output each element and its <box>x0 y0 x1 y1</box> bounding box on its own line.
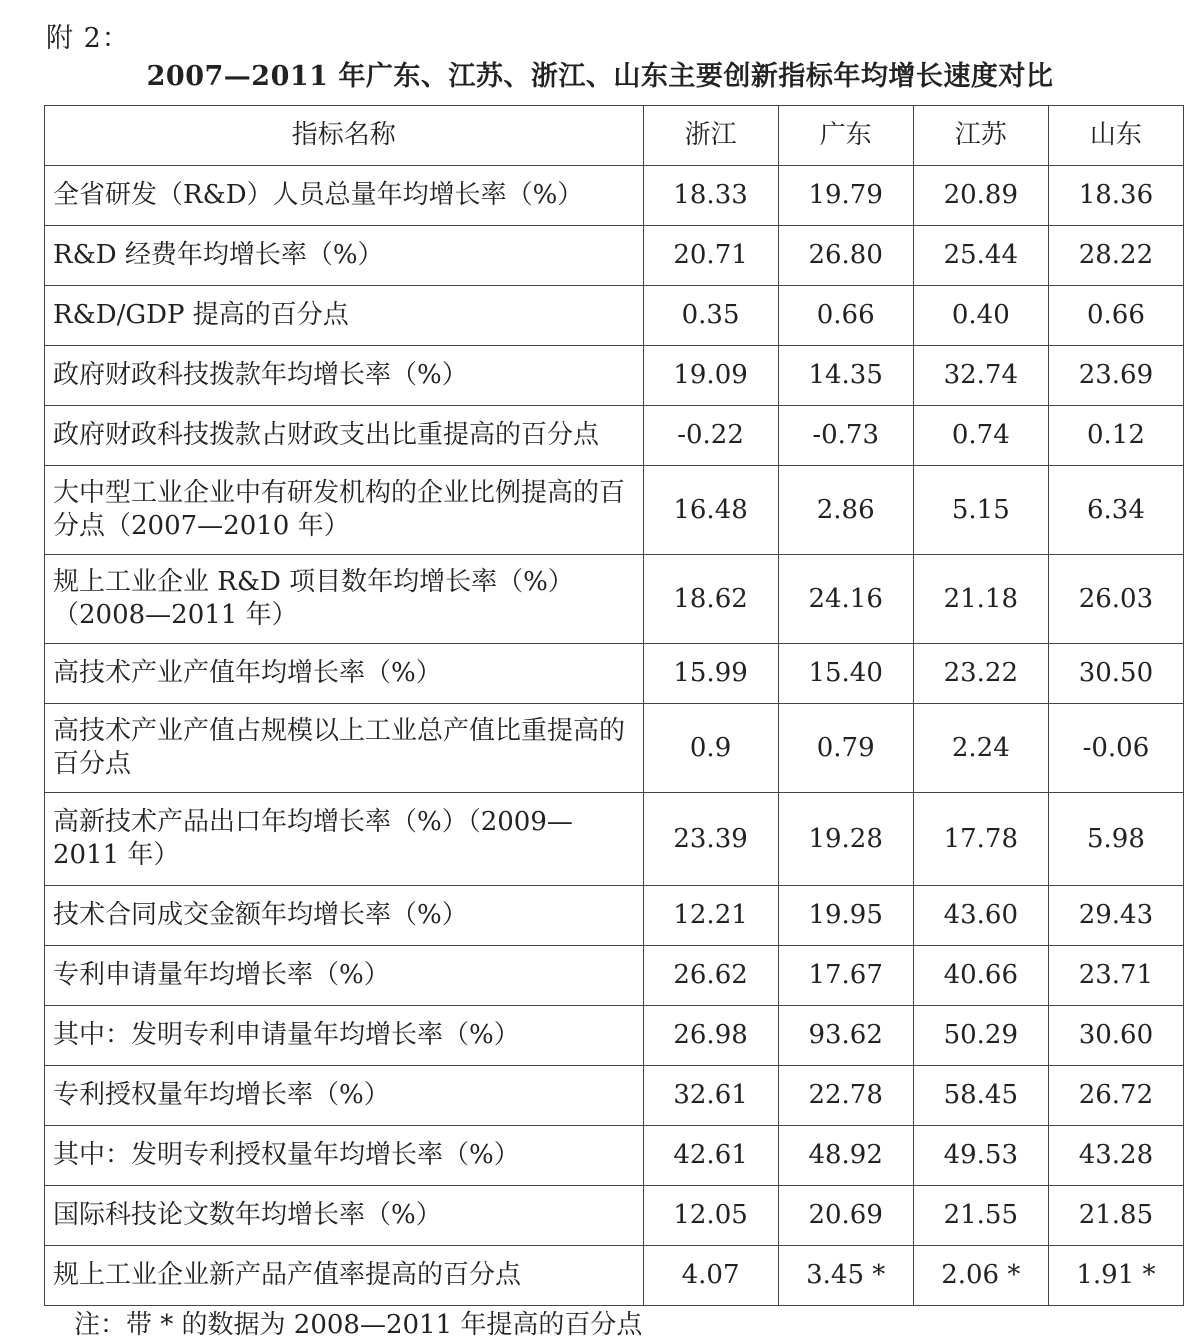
value-zhejiang: 42.61 <box>643 1126 778 1186</box>
indicator-name: 技术合同成交金额年均增长率（%） <box>45 886 644 946</box>
value-jiangsu: 0.74 <box>913 406 1048 466</box>
table-row <box>45 946 1184 1006</box>
table-row <box>45 793 1184 886</box>
table-row <box>45 286 1184 346</box>
indicator-name: 政府财政科技拨款年均增长率（%） <box>45 346 644 406</box>
value-jiangsu: 0.40 <box>913 286 1048 346</box>
value-jiangsu: 40.66 <box>913 946 1048 1006</box>
value-shandong: 30.50 <box>1048 644 1183 704</box>
table-row <box>45 166 1184 226</box>
value-jiangsu: 20.89 <box>913 166 1048 226</box>
header-shandong: 山东 <box>1048 106 1183 166</box>
value-shandong: 1.91 * <box>1048 1246 1183 1306</box>
value-shandong: 30.60 <box>1048 1006 1183 1066</box>
value-jiangsu: 25.44 <box>913 226 1048 286</box>
indicator-name: 国际科技论文数年均增长率（%） <box>45 1186 644 1246</box>
value-jiangsu: 58.45 <box>913 1066 1048 1126</box>
value-zhejiang: 4.07 <box>643 1246 778 1306</box>
value-zhejiang: -0.22 <box>643 406 778 466</box>
table-title: 2007—2011 年广东、江苏、浙江、山东主要创新指标年均增长速度对比 <box>146 61 1054 92</box>
indicator-name: 规上工业企业新产品产值率提高的百分点 <box>45 1246 644 1306</box>
indicator-name: 全省研发（R&D）人员总量年均增长率（%） <box>45 166 644 226</box>
table-row <box>45 644 1184 704</box>
value-guangdong: -0.73 <box>778 406 913 466</box>
value-jiangsu: 21.18 <box>913 555 1048 644</box>
table-row <box>45 555 1184 644</box>
value-jiangsu: 21.55 <box>913 1186 1048 1246</box>
value-zhejiang: 12.05 <box>643 1186 778 1246</box>
value-guangdong: 26.80 <box>778 226 913 286</box>
indicator-name: 政府财政科技拨款占财政支出比重提高的百分点 <box>45 406 644 466</box>
table-header-row <box>45 106 1184 166</box>
table-row <box>45 1006 1184 1066</box>
table-row <box>45 1246 1184 1306</box>
value-jiangsu: 2.24 <box>913 704 1048 793</box>
table-row <box>45 346 1184 406</box>
value-shandong: 23.69 <box>1048 346 1183 406</box>
value-shandong: 26.03 <box>1048 555 1183 644</box>
value-guangdong: 2.86 <box>778 466 913 555</box>
value-shandong: 26.72 <box>1048 1066 1183 1126</box>
value-jiangsu: 50.29 <box>913 1006 1048 1066</box>
table-row <box>45 226 1184 286</box>
indicator-name: 高技术产业产值占规模以上工业总产值比重提高的百分点 <box>45 704 644 793</box>
value-guangdong: 0.79 <box>778 704 913 793</box>
value-zhejiang: 15.99 <box>643 644 778 704</box>
comparison-table <box>44 105 1184 1306</box>
value-guangdong: 24.16 <box>778 555 913 644</box>
value-jiangsu: 43.60 <box>913 886 1048 946</box>
value-guangdong: 22.78 <box>778 1066 913 1126</box>
value-zhejiang: 23.39 <box>643 793 778 886</box>
value-jiangsu: 32.74 <box>913 346 1048 406</box>
indicator-name: 高技术产业产值年均增长率（%） <box>45 644 644 704</box>
value-jiangsu: 5.15 <box>913 466 1048 555</box>
value-zhejiang: 19.09 <box>643 346 778 406</box>
value-shandong: 18.36 <box>1048 166 1183 226</box>
value-shandong: 5.98 <box>1048 793 1183 886</box>
appendix-label: 附 2： <box>46 23 130 54</box>
value-zhejiang: 32.61 <box>643 1066 778 1126</box>
value-guangdong: 19.28 <box>778 793 913 886</box>
header-jiangsu: 江苏 <box>913 106 1048 166</box>
indicator-name: R&D/GDP 提高的百分点 <box>45 286 644 346</box>
indicator-name: R&D 经费年均增长率（%） <box>45 226 644 286</box>
value-zhejiang: 0.35 <box>643 286 778 346</box>
value-shandong: 0.66 <box>1048 286 1183 346</box>
value-shandong: 29.43 <box>1048 886 1183 946</box>
indicator-name: 高新技术产品出口年均增长率（%）（2009—2011 年） <box>45 793 644 886</box>
value-zhejiang: 26.62 <box>643 946 778 1006</box>
value-guangdong: 93.62 <box>778 1006 913 1066</box>
header-indicator-name: 指标名称 <box>45 106 644 166</box>
indicator-name: 大中型工业企业中有研发机构的企业比例提高的百分点（2007—2010 年） <box>45 466 644 555</box>
value-jiangsu: 23.22 <box>913 644 1048 704</box>
value-guangdong: 19.95 <box>778 886 913 946</box>
table-row <box>45 1066 1184 1126</box>
value-guangdong: 15.40 <box>778 644 913 704</box>
value-zhejiang: 0.9 <box>643 704 778 793</box>
value-guangdong: 48.92 <box>778 1126 913 1186</box>
value-guangdong: 19.79 <box>778 166 913 226</box>
value-shandong: 0.12 <box>1048 406 1183 466</box>
value-zhejiang: 20.71 <box>643 226 778 286</box>
table-row <box>45 1186 1184 1246</box>
footnote: 注：带 * 的数据为 2008—2011 年提高的百分点 <box>74 1310 643 1340</box>
value-shandong: 21.85 <box>1048 1186 1183 1246</box>
indicator-name: 其中：发明专利申请量年均增长率（%） <box>45 1006 644 1066</box>
value-guangdong: 17.67 <box>778 946 913 1006</box>
value-guangdong: 3.45 * <box>778 1246 913 1306</box>
value-jiangsu: 2.06 * <box>913 1246 1048 1306</box>
indicator-name: 其中：发明专利授权量年均增长率（%） <box>45 1126 644 1186</box>
table-row <box>45 886 1184 946</box>
table-row <box>45 466 1184 555</box>
table-row <box>45 1126 1184 1186</box>
value-guangdong: 14.35 <box>778 346 913 406</box>
value-zhejiang: 16.48 <box>643 466 778 555</box>
table-row <box>45 704 1184 793</box>
value-zhejiang: 26.98 <box>643 1006 778 1066</box>
value-guangdong: 0.66 <box>778 286 913 346</box>
value-guangdong: 20.69 <box>778 1186 913 1246</box>
value-jiangsu: 17.78 <box>913 793 1048 886</box>
value-shandong: 43.28 <box>1048 1126 1183 1186</box>
value-shandong: -0.06 <box>1048 704 1183 793</box>
value-shandong: 23.71 <box>1048 946 1183 1006</box>
value-zhejiang: 18.62 <box>643 555 778 644</box>
table-row <box>45 406 1184 466</box>
indicator-name: 专利申请量年均增长率（%） <box>45 946 644 1006</box>
value-shandong: 28.22 <box>1048 226 1183 286</box>
value-zhejiang: 18.33 <box>643 166 778 226</box>
value-zhejiang: 12.21 <box>643 886 778 946</box>
indicator-name: 专利授权量年均增长率（%） <box>45 1066 644 1126</box>
header-guangdong: 广东 <box>778 106 913 166</box>
header-zhejiang: 浙江 <box>643 106 778 166</box>
indicator-name: 规上工业企业 R&D 项目数年均增长率（%）（2008—2011 年） <box>45 555 644 644</box>
value-jiangsu: 49.53 <box>913 1126 1048 1186</box>
value-shandong: 6.34 <box>1048 466 1183 555</box>
